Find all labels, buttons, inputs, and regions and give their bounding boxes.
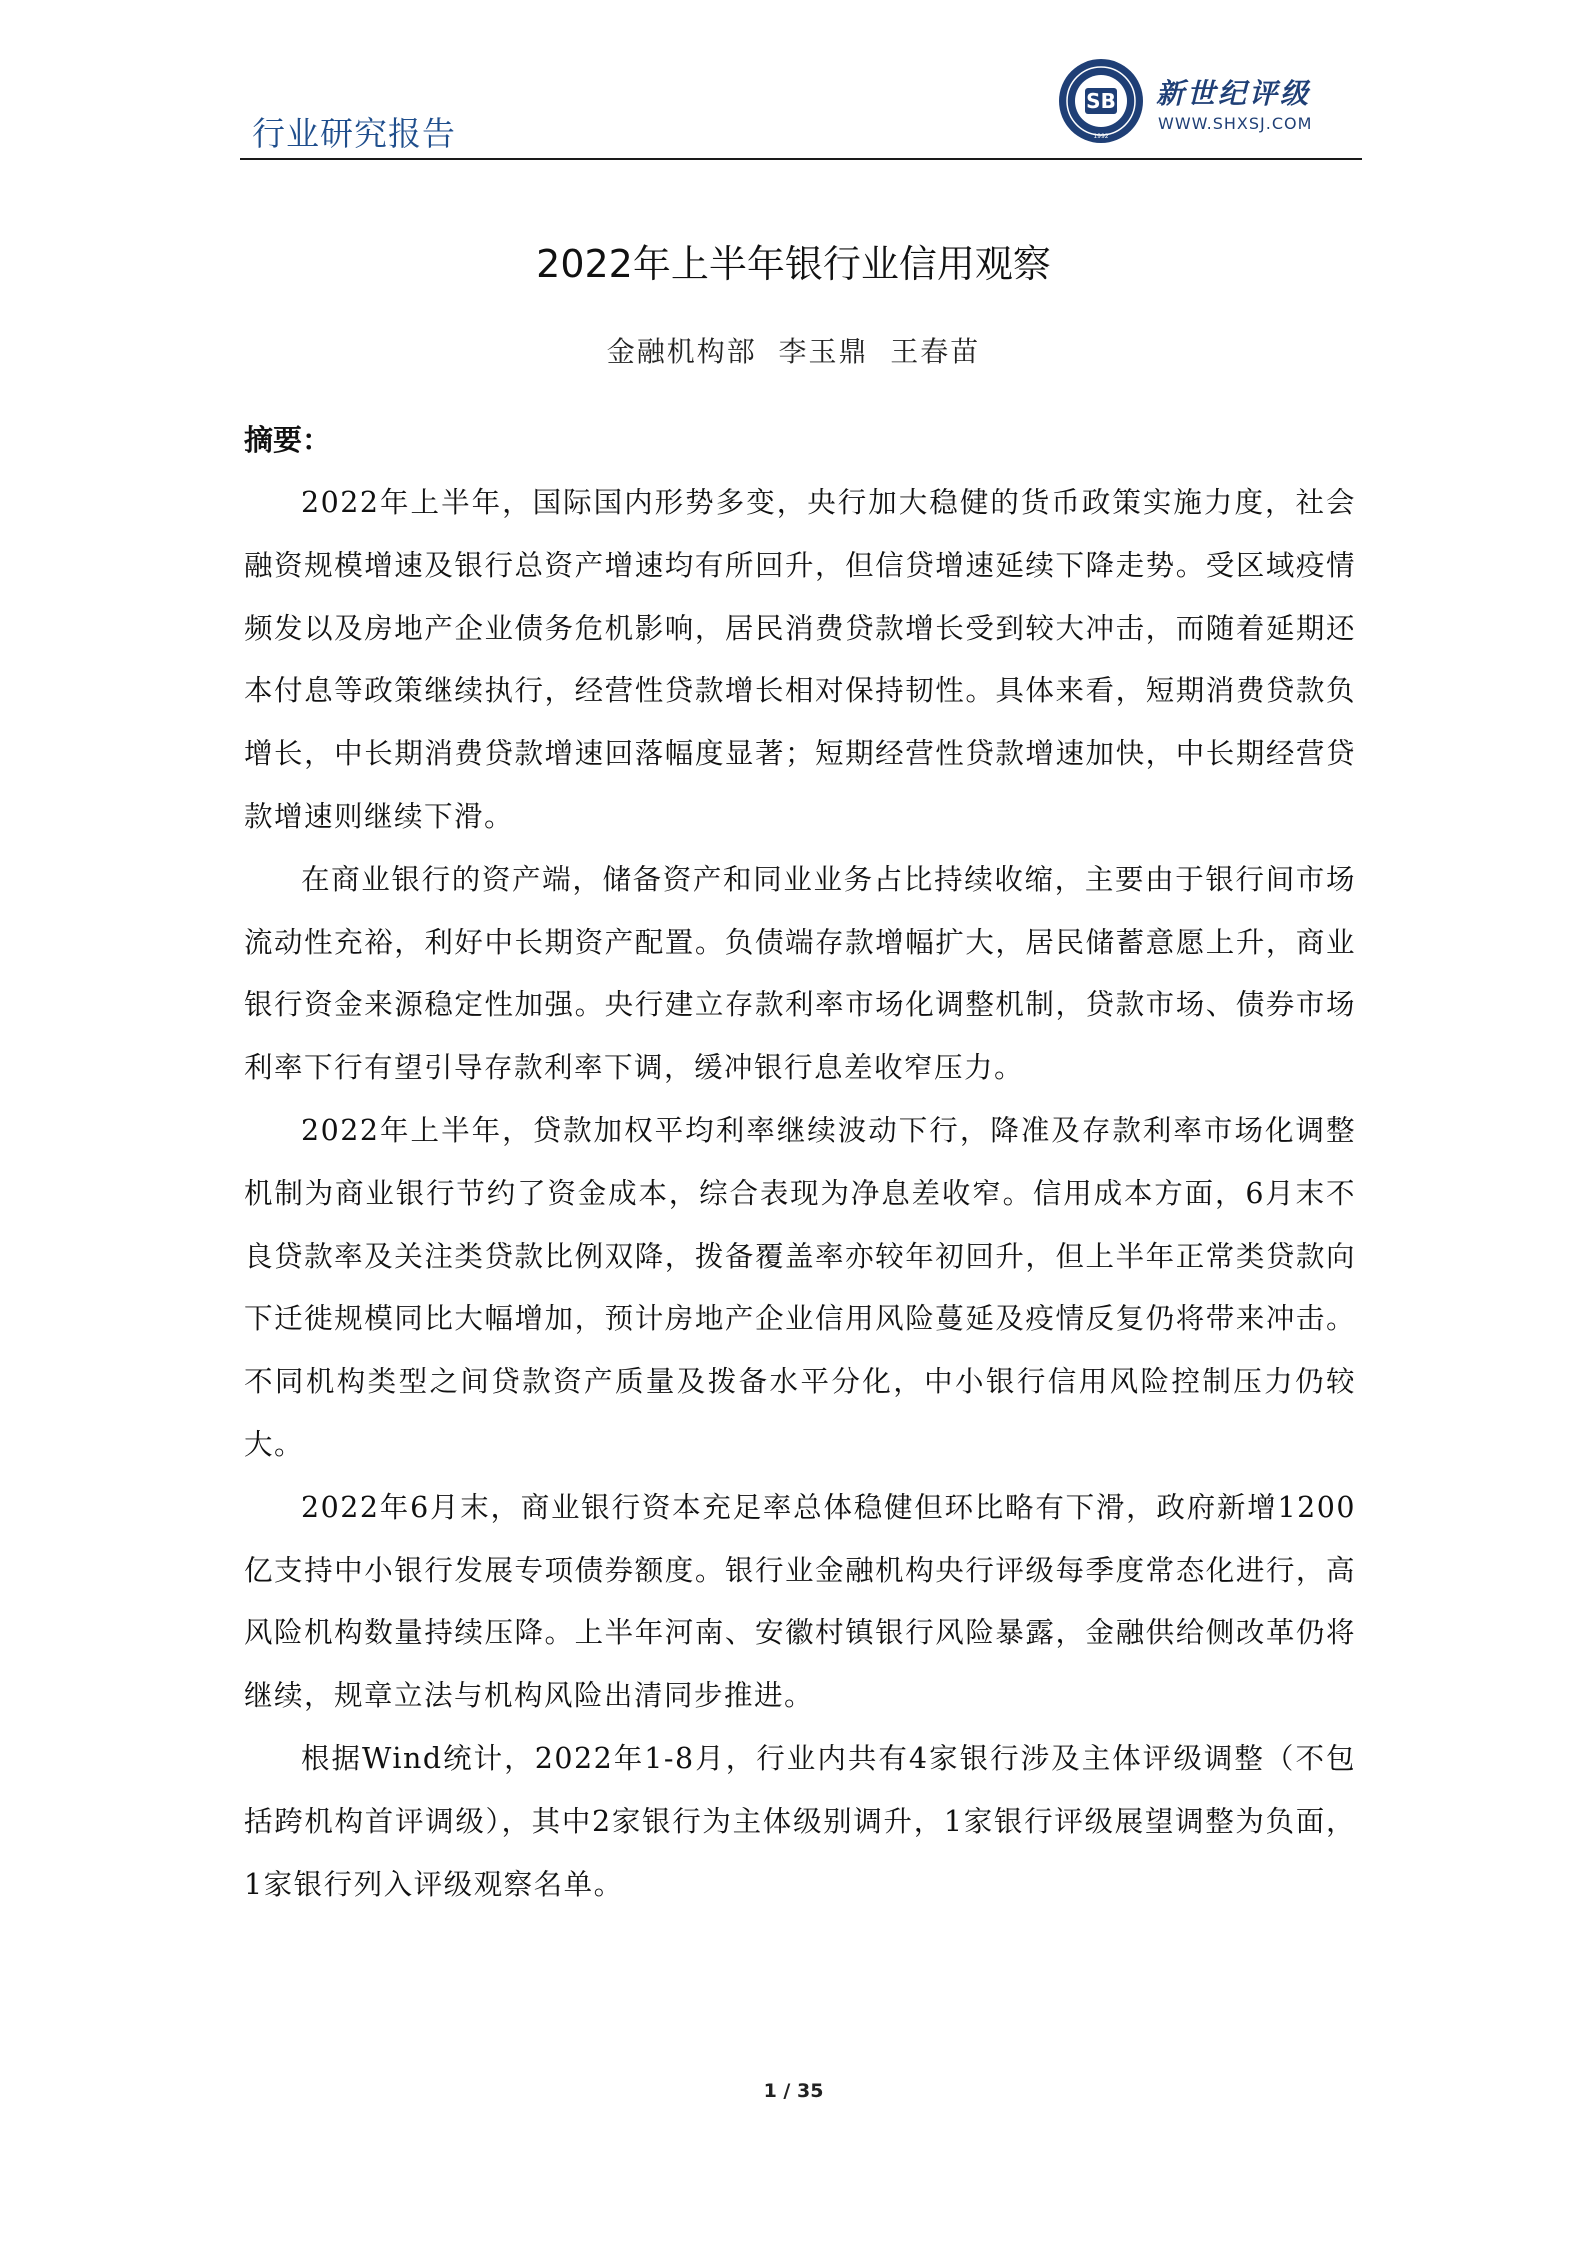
abstract-paragraph: 2022年6月末，商业银行资本充足率总体稳健但环比略有下滑，政府新增1200亿支持中小银行发展专项债券额度。银行业金融机构央行评级每季度常态化进行，高风险机构数量持续压降。上半年河南、安徽村镇银行风险暴露，金融供给侧改革仍将继续，规章立法与机构风险出清同步推进。: [244, 1490, 1356, 1713]
document-title: 2022年上半年银行业信用观察: [536, 242, 1051, 286]
abstract-body: [244, 472, 1356, 1916]
header-divider: [240, 158, 1362, 160]
shxsj-seal-icon: [1058, 58, 1144, 144]
brand-url[interactable]: WWW.SHXSJ.COM: [1158, 114, 1313, 133]
section-title: 行业研究报告: [252, 114, 456, 153]
abstract-paragraph: 2022年上半年，国际国内形势多变，央行加大稳健的货币政策实施力度，社会融资规模增速及银行总资产增速均有所回升，但信贷增速延续下降走势。受区域疫情频发以及房地产企业债务危机影响，居民消费贷款增长受到较大冲击，而随着延期还本付息等政策继续执行，经营性贷款增长相对保持韧性。具体来看，短期消费贷款负增长，中长期消费贷款增速回落幅度显著；短期经营性贷款增速加快，中长期经营贷款增速则继续下滑。: [244, 486, 1356, 833]
brand-logo: [1058, 58, 1358, 150]
brand-name: 新世纪评级: [1156, 77, 1312, 110]
document-authors: 金融机构部 李玉鼎 王春苗: [606, 335, 981, 368]
abstract-paragraph: 在商业银行的资产端，储备资产和同业业务占比持续收缩，主要由于银行间市场流动性充裕，利好中长期资产配置。负债端存款增幅扩大，居民储蓄意愿上升，商业银行资金来源稳定性加强。央行建立存款利率市场化调整机制，贷款市场、债券市场利率下行有望引导存款利率下调，缓冲银行息差收窄压力。: [244, 862, 1356, 1085]
abstract-paragraph: 根据Wind统计，2022年1-8月，行业内共有4家银行涉及主体评级调整（不包括跨机构首评调级），其中2家银行为主体级别调升，1家银行评级展望调整为负面，1家银行列入评级观察名单。: [244, 1741, 1356, 1901]
abstract-paragraph: 2022年上半年，贷款加权平均利率继续波动下行，降准及存款利率市场化调整机制为商业银行节约了资金成本，综合表现为净息差收窄。信用成本方面，6月末不良贷款率及关注类贷款比例双降，拨备覆盖率亦较年初回升，但上半年正常类贷款向下迁徙规模同比大幅增加，预计房地产企业信用风险蔓延及疫情反复仍将带来冲击。不同机构类型之间贷款资产质量及拨备水平分化，中小银行信用风险控制压力仍较大。: [244, 1113, 1356, 1461]
abstract-heading: 摘要：: [244, 423, 332, 457]
svg-text:SB: SB: [1086, 89, 1116, 113]
page-number: 1 / 35: [763, 2080, 824, 2102]
svg-text:1992: 1992: [1093, 133, 1109, 140]
